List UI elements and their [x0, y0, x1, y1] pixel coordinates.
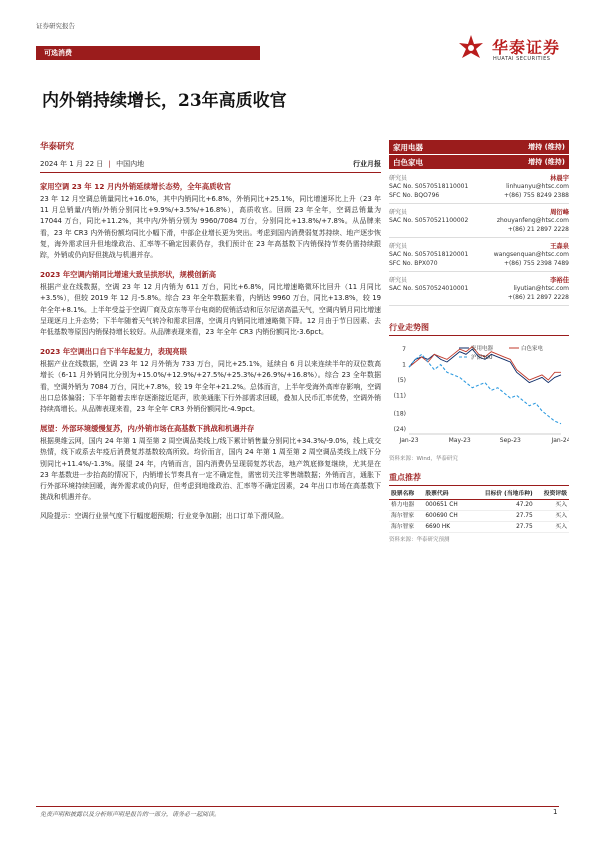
table-cell: 47.20 [469, 500, 534, 511]
table-cell: 海尔智家 [389, 522, 423, 533]
report-region: 中国内地 [116, 160, 145, 168]
sector-rating-note: (维持) [544, 158, 565, 166]
company-logo [456, 32, 568, 68]
y-tick-label: (11) [393, 392, 406, 400]
analyst-role: 研究员 [389, 277, 408, 284]
analyst-email[interactable]: wangsenquan@htsc.com [493, 251, 569, 258]
analyst-card [389, 170, 569, 204]
x-tick-label: Jan-23 [399, 437, 419, 444]
analyst-name: 周衍峰 [550, 209, 569, 216]
table-cell: 海尔智家 [389, 511, 423, 522]
org-name: 华泰研究 [40, 142, 75, 152]
section-heading: 2023 年空调内销同比增速大致呈拱形状，规模创新高 [40, 270, 217, 280]
sector-rating: 增持 [528, 143, 543, 151]
analyst-card [389, 238, 569, 272]
section-heading: 2023 年空调出口自下半年起复力，表现亮眼 [40, 347, 187, 357]
table-cell: 格力电器 [389, 500, 423, 511]
category-banner [36, 46, 260, 60]
sidebar [389, 140, 569, 543]
y-tick-label: (18) [393, 410, 406, 418]
section-body: 根据产业在线数据，空调 23 年 12 月内销为 611 万台，同比+6.8%，同比增速略微环比回升（11 月同比+3.5%），但较 2019 年 12 月-5.8%。综合 23 年全年数据来看，内销达 9960 万台，同比+13.8%，较 19 年全年+8.1%。上半年受益于空调厂商及京东等平台电商的促销活动和厄尔尼诺高温天气，空调内销月同比增速呈现逐月上升态势；下半年随着天气转冷和需求回落，空调月内销同比增速略微下降。12 月由于节日因素、去年低基数等原因内销保持增长较好。从品牌表现来看，23 年全年 CR3 内销份额同比-3.6pct。 [40, 283, 381, 337]
disclaimer-note: 免责声明和披露以及分析师声明是报告的一部分，请务必一起阅读。 [40, 811, 221, 818]
logo-text-cn: 华泰证券 [492, 38, 561, 57]
sector-rating-1 [389, 140, 569, 154]
analyst-name: 王森泉 [550, 243, 569, 250]
analyst-phone: +(86) 21 2897 2228 [507, 294, 569, 301]
analyst-sfc: SFC No. BPX070 [389, 260, 438, 267]
report-section [40, 181, 381, 261]
section-body: 根据奥维云网，国内 24 年第 1 周至第 2 周空调品类线上/线下累计销售量分别同比+34.3%/-9.0%，线上成交热情，线下或系去年疫后消费复苏基数较高所致。均价而言，国内 24 年第 1 周至第 2 周空调品类线上/线下分别同比+11.4%/-1.3%。展望 24 年，内销而言，国内消费仍呈现弱复苏状态，地产筑底修复继续，尤其是在 23 年基数进一步抬高的情况下，内销增长节奏具有一定不确定性，需密切关注零售端数据；外销而言，通胀下行外部环境持续回暖，海外需求或仍向好，但考虑到地缘政治、汇率等不确定因素，24 年出口市场在高基数下挑战和机遇并存。 [40, 437, 381, 502]
analyst-email[interactable]: linhuanyu@htsc.com [506, 183, 569, 190]
table-cell: 27.75 [469, 522, 534, 533]
section-body: 23 年 12 月空调总销量同比+16.0%，其中内销同比+6.8%，外销同比+25.1%，同比增速环比上升（23 年 11 月总销量/内销/外销分别同比+9.9%/+3.5%/+16.8%），高质收官。回顾 23 年全年，空调总销量为 17044 万台，同比+11.2%，其中内/外销分别为 9960/7084 万台，分别同比+13.8%/+7.8%。从品牌来看，23 年 CR3 内外销份额均同比小幅下滑，中部企业增长更为突出。考虑到国内消费弱复苏持续、地产逐步恢复，海外需求回升但地缘政治、汇率等不确定因素仍存，我们预计在 23 年高基数下内销保持节奏仍需持续跟踪，外销或仍向好但挑战与机遇并存。 [40, 195, 381, 260]
analyst-role: 研究员 [389, 175, 408, 182]
x-tick-label: Sep-23 [499, 437, 521, 444]
trend-chart-source: 资料来源：Wind，华泰研究 [389, 456, 458, 462]
x-tick-label: Jan-24 [551, 437, 569, 444]
legend-label: 白色家电 [521, 346, 544, 352]
table-row [389, 522, 569, 533]
sector-rating-2 [389, 155, 569, 169]
table-cell: 600690 CH [423, 511, 469, 522]
y-tick-label: 7 [402, 346, 406, 354]
legend-label: 家用电器 [471, 346, 494, 352]
meta-separator: | [108, 160, 111, 168]
stock-picks-source: 资料来源：华泰研究预测 [389, 537, 450, 543]
report-type-tag: 证券研究报告 [36, 22, 75, 30]
analyst-phone: +(86) 755 8249 2388 [503, 192, 569, 199]
meta-row [40, 157, 381, 173]
sector-name: 白色家电 [393, 157, 423, 167]
analyst-email[interactable]: zhouyanfeng@htsc.com [496, 217, 569, 224]
sector-name: 家用电器 [393, 142, 423, 152]
stock-picks-title: 重点推荐 [389, 472, 569, 486]
table-cell: 买入 [535, 511, 569, 522]
analyst-sfc: SFC No. BQO796 [389, 192, 440, 199]
analyst-sac: SAC No. S0570521100002 [389, 217, 469, 224]
table-cell: 买入 [535, 522, 569, 533]
analyst-sac: SAC No. S0570518120001 [389, 251, 469, 258]
analyst-email[interactable]: liyutian@htsc.com [513, 285, 569, 292]
analyst-name: 李裕佳 [550, 277, 569, 284]
report-kind: 行业月报 [353, 160, 381, 168]
report-section [40, 423, 381, 503]
series-line [409, 354, 561, 423]
analyst-list [389, 170, 569, 306]
category-label: 可选消费 [44, 49, 72, 57]
trend-chart-title: 行业走势图 [389, 322, 569, 336]
analyst-phone: +(86) 755 2398 7489 [503, 260, 569, 267]
table-cell: 6690 HK [423, 522, 469, 533]
section-body: 根据产业在线数据，空调 23 年 12 月外销为 733 万台，同比+25.1%，延续自 6 月以来连续半年的双位数高增长（6-11 月外销同比分别为+15.0%/+12.9%/+27.5%/+25.3%/+26.9%/+16.8%）。综合 23 全年数据看，空调外销为 7084 万台，同比+7.8%，较 19 年全年+21.2%。总体而言，上半年受海外高库存影响，空调出口总体偏弱；下半年随着去库存逐渐接近尾声，欧美通胀下行外部需求回暖，叠加人民币汇率优势，空调外销持续高增长。从品牌表现来看，23 年全年 CR3 外销份额同比-4.9pct。 [40, 360, 381, 414]
report-section [40, 346, 381, 415]
analyst-card [389, 272, 569, 306]
analyst-sac: SAC No. S0570524010001 [389, 285, 469, 292]
analyst-name: 林晨宇 [550, 175, 569, 182]
y-tick-label: (5) [397, 377, 406, 384]
logo-mark-icon [456, 34, 486, 62]
table-row [389, 511, 569, 522]
logo-text-en: HUATAI SECURITIES [493, 56, 551, 62]
report-date: 2024 年 1 月 22 日 [40, 160, 104, 168]
y-tick-label: (24) [393, 425, 406, 433]
sector-rating: 增持 [528, 158, 543, 166]
x-tick-label: May-23 [448, 437, 471, 444]
report-section [40, 269, 381, 338]
table-header-cell: 投资评级 [535, 489, 569, 500]
report-section [40, 511, 381, 522]
table-cell: 000651 CH [423, 500, 469, 511]
analyst-card [389, 204, 569, 238]
table-cell: 买入 [535, 500, 569, 511]
table-header-cell: 股票代码 [423, 489, 469, 500]
industry-trend-chart [389, 338, 569, 448]
analyst-role: 研究员 [389, 209, 408, 216]
table-header-cell: 股票名称 [389, 489, 423, 500]
footer-divider [36, 806, 559, 807]
analyst-role: 研究员 [389, 243, 408, 250]
stock-picks-table [389, 489, 569, 533]
main-column [40, 140, 381, 523]
y-tick-label: 1 [402, 361, 406, 369]
table-cell: 27.75 [469, 511, 534, 522]
sector-rating-note: (维持) [544, 143, 565, 151]
analyst-phone: +(86) 21 2897 2228 [507, 226, 569, 233]
table-row [389, 500, 569, 511]
report-title: 内外销持续增长，23年高质收官 [42, 91, 287, 111]
table-header-cell: 目标价 (当地币种) [469, 489, 534, 500]
legend-label: 沪深300 [471, 355, 493, 361]
page-number: 1 [553, 808, 558, 816]
section-heading: 展望：外部环境缓慢复苏，内/外销市场在高基数下挑战和机遇并存 [40, 424, 255, 434]
section-heading: 家用空调 23 年 12 月内外销延续增长态势，全年高质收官 [40, 182, 231, 191]
section-body: 风险提示：空调行业景气度下行幅度超预期；行业竞争加剧；出口订单下滑风险。 [40, 512, 289, 521]
analyst-sac: SAC No. S0570518110001 [389, 183, 469, 190]
